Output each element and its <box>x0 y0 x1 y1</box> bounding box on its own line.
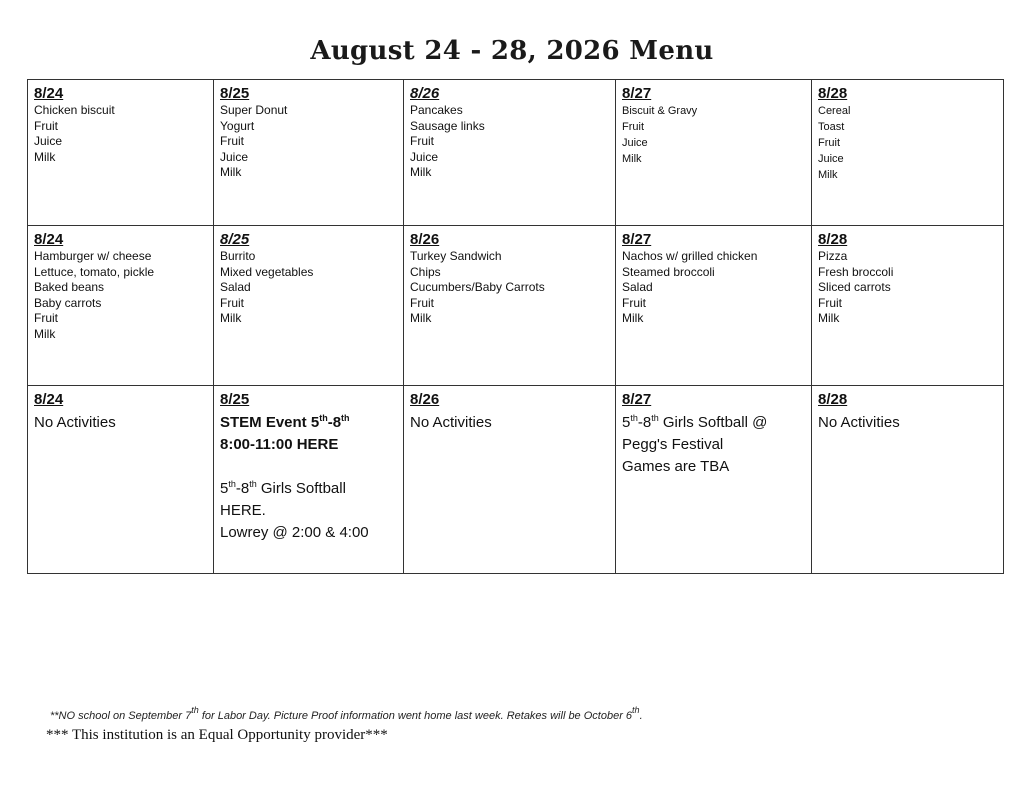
activity-line: Pegg's Festival <box>622 436 724 453</box>
menu-items <box>410 103 609 181</box>
menu-items <box>220 103 397 181</box>
menu-item: Salad <box>622 280 653 294</box>
menu-item: Turkey Sandwich <box>410 249 502 263</box>
activity-text <box>34 412 207 434</box>
activity-line: Lowrey @ 2:00 & 4:00 <box>220 524 369 541</box>
menu-item: Fruit <box>34 311 58 325</box>
stem-event-line: STEM Event 5th-8th <box>220 413 350 431</box>
breakfast-cell <box>28 80 214 226</box>
menu-item: Juice <box>818 153 844 165</box>
menu-item: Fresh broccoli <box>818 264 894 279</box>
day-heading: 8/28 <box>818 231 848 248</box>
equal-opportunity-statement: *** This institution is an Equal Opportunity provider*** <box>46 727 388 743</box>
day-heading: 8/25 <box>220 231 250 248</box>
menu-item: Hamburger w/ cheese <box>34 249 152 263</box>
activity-text <box>410 412 609 434</box>
menu-item: Sliced carrots <box>818 280 891 294</box>
activity-text <box>818 412 997 434</box>
activity-cell <box>28 386 214 574</box>
breakfast-cell <box>214 80 404 226</box>
breakfast-cell <box>616 80 812 226</box>
menu-items <box>622 249 805 327</box>
day-heading: 8/26 <box>410 85 440 102</box>
menu-item: Yogurt <box>220 118 255 133</box>
menu-item: Milk <box>410 165 432 179</box>
menu-item: Fruit <box>818 295 842 310</box>
menu-item: Burrito <box>220 249 256 263</box>
lunch-cell <box>812 226 1004 386</box>
menu-item: Fruit <box>410 134 434 148</box>
menu-item: Milk <box>410 311 432 325</box>
menu-item: Chips <box>410 264 441 279</box>
activity-line: No Activities <box>818 414 900 431</box>
menu-items <box>410 249 609 327</box>
menu-item: Lettuce, tomato, pickle <box>34 264 155 279</box>
menu-items <box>34 103 207 165</box>
menu-item: Sausage links <box>410 118 485 133</box>
menu-item: Steamed broccoli <box>622 264 715 279</box>
activity-cell <box>812 386 1004 574</box>
day-heading: 8/26 <box>410 231 440 248</box>
menu-item: Pizza <box>818 249 848 263</box>
menu-items <box>818 249 997 327</box>
lunch-cell <box>28 226 214 386</box>
day-heading: 8/28 <box>818 85 848 102</box>
menu-item: Cucumbers/Baby Carrots <box>410 280 545 294</box>
activity-cell <box>616 386 812 574</box>
activity-text <box>622 412 805 478</box>
menu-item: Pancakes <box>410 103 463 117</box>
menu-item: Fruit <box>220 134 244 148</box>
menu-item: Juice <box>622 137 648 149</box>
day-heading: 8/24 <box>34 391 64 408</box>
day-heading: 8/25 <box>220 85 250 102</box>
menu-items <box>622 103 805 167</box>
breakfast-cell <box>812 80 1004 226</box>
menu-item: Milk <box>34 326 56 341</box>
menu-item: Milk <box>818 311 840 325</box>
menu-item: Fruit <box>410 295 434 310</box>
menu-item: Milk <box>622 153 642 165</box>
day-heading: 8/27 <box>622 85 652 102</box>
menu-item: Fruit <box>818 137 840 149</box>
day-heading: 8/24 <box>34 231 64 248</box>
menu-item: Mixed vegetables <box>220 264 314 279</box>
menu-item: Fruit <box>622 295 646 310</box>
menu-item: Milk <box>220 311 242 325</box>
day-heading: 8/26 <box>410 391 440 408</box>
menu-table <box>27 79 1004 574</box>
menu-items <box>220 249 397 327</box>
menu-item: Chicken biscuit <box>34 103 115 117</box>
menu-item: Milk <box>220 165 242 179</box>
menu-item: Fruit <box>34 118 58 133</box>
menu-item: Fruit <box>622 121 644 133</box>
menu-item: Toast <box>818 121 845 133</box>
activity-line: No Activities <box>410 414 492 431</box>
lunch-cell <box>404 226 616 386</box>
menu-item: Milk <box>622 311 644 325</box>
day-heading: 8/28 <box>818 391 848 408</box>
activity-cell <box>214 386 404 574</box>
activity-line: Games are TBA <box>622 458 730 475</box>
menu-item: Juice <box>34 134 63 148</box>
day-heading: 8/27 <box>622 231 652 248</box>
page-title: August 24 - 28, 2026 Menu <box>310 36 714 66</box>
activity-cell <box>404 386 616 574</box>
day-heading: 8/25 <box>220 391 250 408</box>
lunch-cell <box>214 226 404 386</box>
menu-item: Biscuit & Gravy <box>622 105 698 117</box>
activity-line: HERE. <box>220 502 266 519</box>
menu-item: Baked beans <box>34 280 105 294</box>
menu-item: Cereal <box>818 105 851 117</box>
menu-items <box>818 103 997 183</box>
softball-line: 5th-8th Girls Softball @ <box>622 413 768 431</box>
day-heading: 8/24 <box>34 85 64 102</box>
softball-line: 5th-8th Girls Softball <box>220 479 346 497</box>
breakfast-cell <box>404 80 616 226</box>
stem-time-line: 8:00-11:00 HERE <box>220 436 339 453</box>
menu-item: Juice <box>220 149 249 164</box>
footer-note: **NO school on September 7th for Labor Day. Picture Proof information went home last week. Retakes will be October 6th. <box>50 705 643 722</box>
lunch-cell <box>616 226 812 386</box>
menu-item: Super Donut <box>220 103 288 117</box>
activity-text <box>220 412 397 544</box>
menu-items <box>34 249 207 342</box>
menu-item: Juice <box>410 149 439 164</box>
activity-line: No Activities <box>34 414 116 431</box>
menu-item: Milk <box>34 149 56 164</box>
menu-item: Milk <box>818 169 838 181</box>
breakfast-row <box>28 80 1004 226</box>
menu-item: Nachos w/ grilled chicken <box>622 249 758 263</box>
lunch-row <box>28 226 1004 386</box>
menu-item: Fruit <box>220 295 244 310</box>
activities-row <box>28 386 1004 574</box>
menu-item: Salad <box>220 280 251 294</box>
day-heading: 8/27 <box>622 391 652 408</box>
menu-item: Baby carrots <box>34 295 102 310</box>
